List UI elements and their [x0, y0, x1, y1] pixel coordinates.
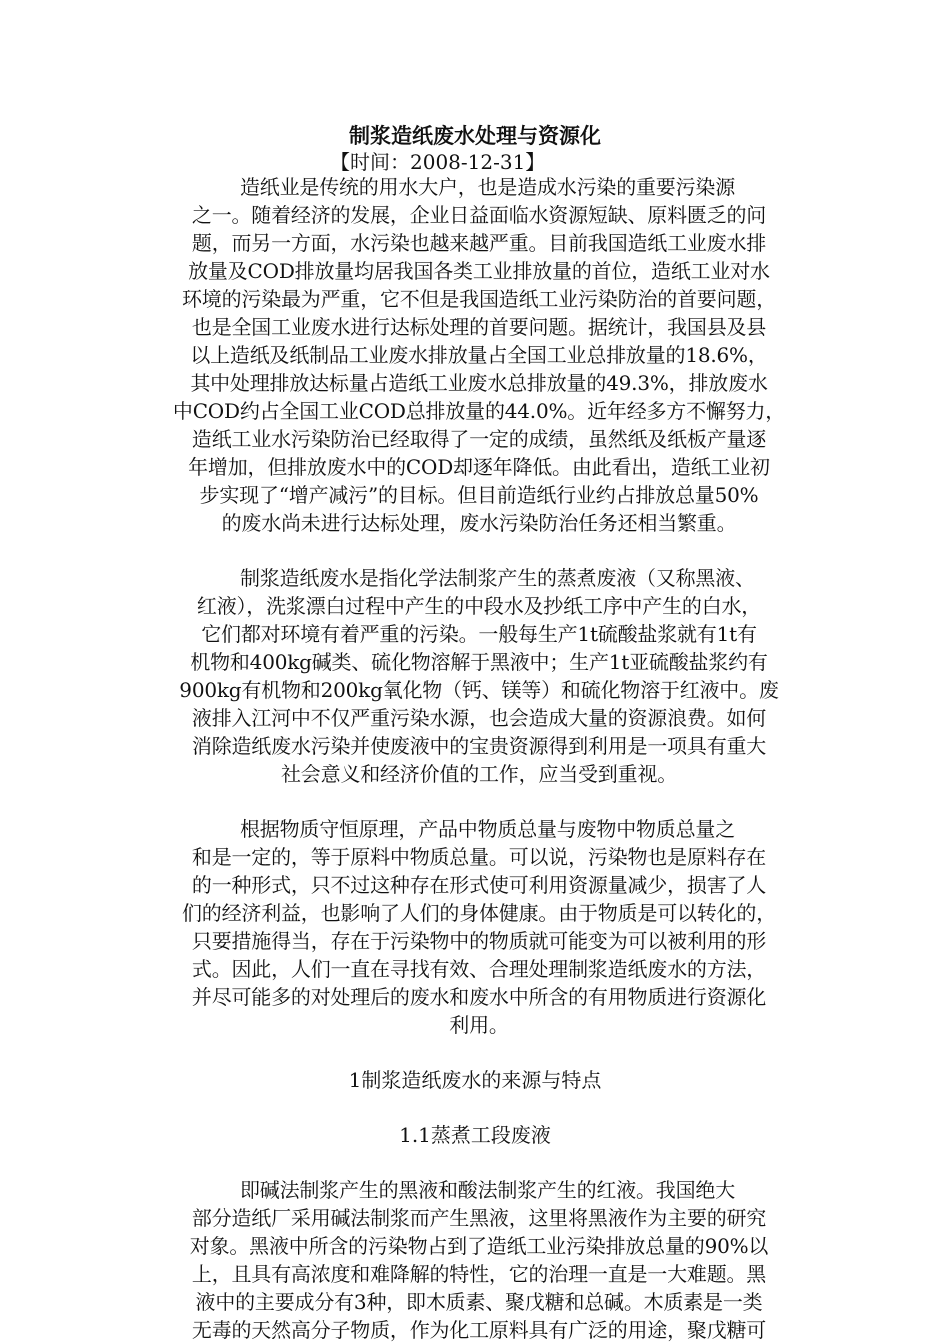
paragraph-line: 中COD约占全国工业COD总排放量的44.0%。近年经多方不懈努力， [172, 399, 786, 423]
document-title: 制浆造纸废水处理与资源化 [349, 123, 601, 148]
paragraph-line: 部分造纸厂采用碱法制浆而产生黑液，这里将黑液作为主要的研究 [191, 1206, 767, 1230]
paragraph-line: 上，且具有高浓度和难降解的特性，它的治理一直是一大难题。黑 [191, 1262, 767, 1286]
paragraph-line: 即碱法制浆产生的黑液和酸法制浆产生的红液。我国绝大 [240, 1178, 735, 1202]
paragraph-line: 和是一定的，等于原料中物质总量。可以说，污染物也是原料存在 [191, 845, 767, 869]
paragraph-line: 对象。黑液中所含的污染物占到了造纸工业污染排放总量的90%以 [189, 1234, 769, 1258]
paragraph-line: 液排入江河中不仅严重污染水源，也会造成大量的资源浪费。如何 [191, 706, 767, 730]
paragraph-line: 根据物质守恒原理，产品中物质总量与废物中物质总量之 [240, 817, 735, 841]
paragraph-line: 以上造纸及纸制品工业废水排放量占全国工业总排放量的18.6%， [190, 343, 768, 367]
paragraph-line: 只要措施得当，存在于污染物中的物质就可能变为可以被利用的形 [191, 929, 767, 953]
paragraph-line: 也是全国工业废水进行达标处理的首要问题。据统计，我国县及县 [191, 315, 767, 339]
paragraph-line: 无毒的天然高分子物质，作为化工原料具有广泛的用途，聚戊糖可 [191, 1318, 767, 1342]
paragraph-line: 利用。 [449, 1013, 509, 1037]
paragraph-line: 年增加，但排放废水中的COD却逐年降低。由此看出，造纸工业初 [188, 455, 770, 479]
paragraph-line: 环境的污染最为严重，它不但是我国造纸工业污染防治的首要问题， [182, 287, 776, 311]
paragraph-line: 步实现了“增产减污”的目标。但目前造纸行业约占排放总量50% [199, 483, 759, 507]
paragraph-line: 其中处理排放达标量占造纸工业废水总排放量的49.3%，排放废水 [190, 371, 768, 395]
document-date: 【时间：2008-12-31】 [330, 150, 546, 174]
paragraph-line: 之一。随着经济的发展，企业日益面临水资源短缺、原料匮乏的问 [191, 203, 767, 227]
paragraph-line: 机物和400kg碱类、硫化物溶解于黑液中；生产1t亚硫酸盐浆约有 [190, 650, 768, 674]
subsection-heading: 1.1蒸煮工段废液 [399, 1123, 551, 1147]
paragraph-line: 造纸业是传统的用水大户，也是造成水污染的重要污染源 [240, 175, 735, 199]
paragraph-line: 900kg有机物和200kg氧化物（钙、镁等）和硫化物溶于红液中。废 [179, 678, 779, 702]
paragraph-line: 红液），洗浆漂白过程中产生的中段水及抄纸工序中产生的白水， [196, 594, 762, 618]
paragraph-line: 的废水尚未进行达标处理，废水污染防治任务还相当繁重。 [221, 511, 737, 535]
paragraph-line: 社会意义和经济价值的工作，应当受到重视。 [281, 762, 677, 786]
paragraph-line: 消除造纸废水污染并使废液中的宝贵资源得到利用是一项具有重大 [191, 734, 767, 758]
paragraph-line: 造纸工业水污染防治已经取得了一定的成绩，虽然纸及纸板产量逐 [191, 427, 767, 451]
paragraph-line: 它们都对环境有着严重的污染。一般每生产1t硫酸盐浆就有1t有 [201, 622, 757, 646]
paragraph-line: 制浆造纸废水是指化学法制浆产生的蒸煮废液（又称黑液、 [240, 566, 755, 590]
paragraph-line: 的一种形式，只不过这种存在形式使可利用资源量减少，损害了人 [191, 873, 767, 897]
paragraph-line: 放量及COD排放量均居我国各类工业排放量的首位，造纸工业对水 [188, 259, 770, 283]
paragraph-line: 式。因此，人们一直在寻找有效、合理处理制浆造纸废水的方法， [191, 957, 767, 981]
paragraph-line: 题，而另一方面，水污染也越来越严重。目前我国造纸工业废水排 [191, 231, 767, 255]
paragraph-line: 液中的主要成分有3种，即木质素、聚戊糖和总碱。木质素是一类 [195, 1290, 763, 1314]
paragraph-line: 并尽可能多的对处理后的废水和废水中所含的有用物质进行资源化 [191, 985, 767, 1009]
paragraph-line: 们的经济利益，也影响了人们的身体健康。由于物质是可以转化的， [182, 901, 776, 925]
section-heading: 1制浆造纸废水的来源与特点 [348, 1068, 602, 1092]
